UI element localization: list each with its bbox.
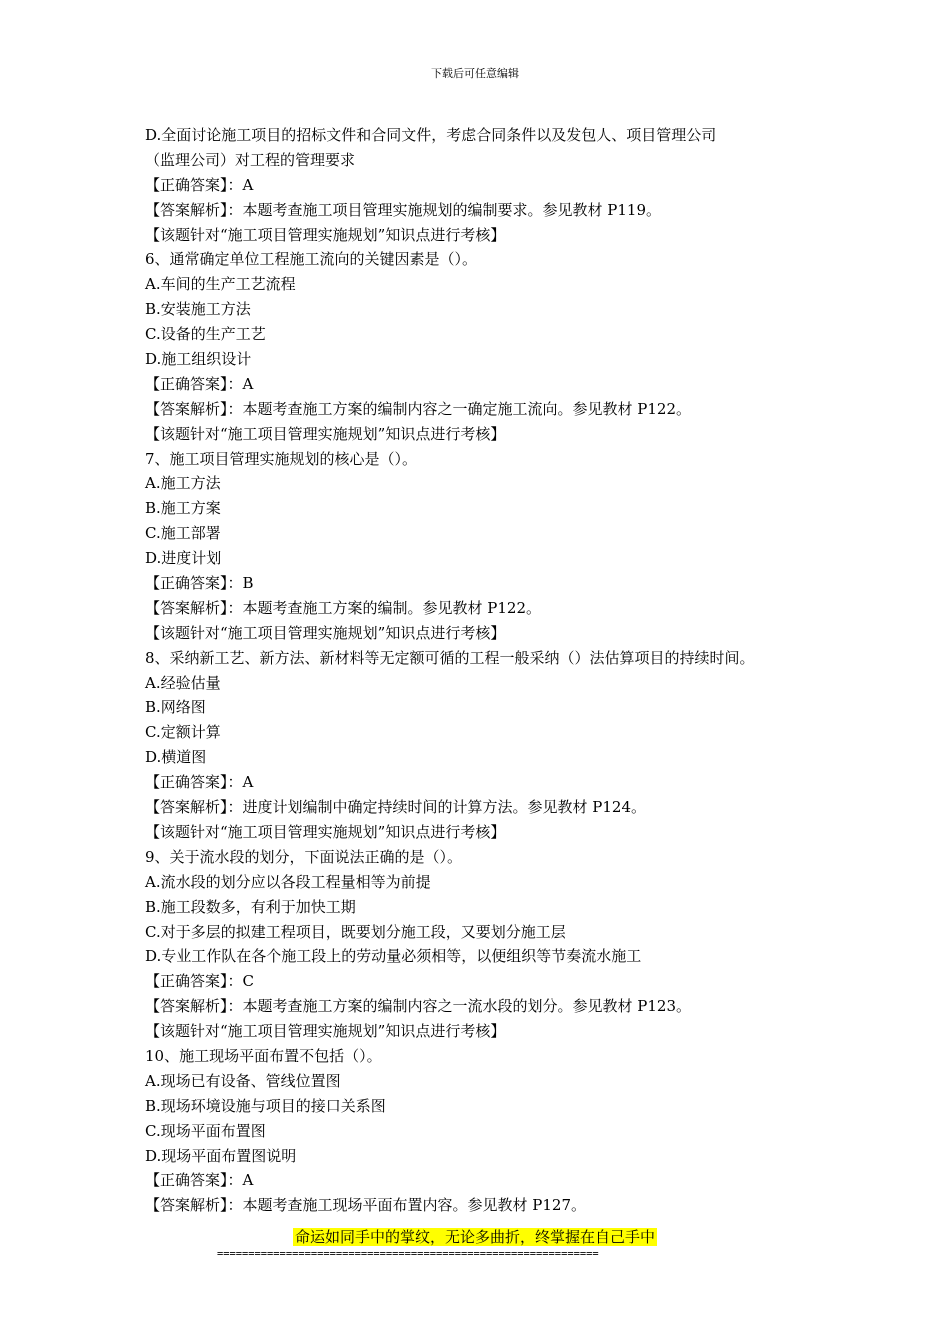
- explanation-line: 【答案解析】：进度计划编制中确定持续时间的计算方法。参见教材 P124。: [145, 798, 646, 817]
- option-c: C.设备的生产工艺: [145, 325, 266, 344]
- option-d: D.专业工作队在各个施工段上的劳动量必须相等，以便组织等节奏流水施工: [145, 947, 642, 966]
- option-a: A.现场已有设备、管线位置图: [145, 1071, 341, 1090]
- option-d: D.现场平面布置图说明: [145, 1146, 297, 1165]
- explanation-line: 【答案解析】：本题考查施工项目管理实施规划的编制要求。参见教材 P119。: [145, 200, 661, 219]
- option-a: A.施工方法: [145, 474, 221, 493]
- text-line: （监理公司）对工程的管理要求: [145, 150, 356, 169]
- answer-line: 【正确答案】：A: [145, 374, 254, 393]
- option-d: D.施工组织设计: [145, 350, 252, 369]
- option-c: C.定额计算: [145, 723, 221, 742]
- option-d: D.横道图: [145, 748, 207, 767]
- text-line: D.全面讨论施工项目的招标文件和合同文件，考虑合同条件以及发包人、项目管理公司: [145, 126, 717, 144]
- topic-line: 【该题针对“施工项目管理实施规划”知识点进行考核】: [145, 623, 506, 642]
- page-header: 下载后可任意编辑: [431, 67, 519, 80]
- footer-divider: =============================================================: [217, 1248, 599, 1260]
- answer-line: 【正确答案】：A: [145, 175, 254, 194]
- explanation-line: 【答案解析】：本题考查施工方案的编制。参见教材 P122。: [145, 598, 541, 617]
- question-7: 7、施工项目管理实施规划的核心是（）。: [145, 449, 418, 468]
- topic-line: 【该题针对“施工项目管理实施规划”知识点进行考核】: [145, 1022, 506, 1041]
- topic-line: 【该题针对“施工项目管理实施规划”知识点进行考核】: [145, 225, 506, 244]
- question-6: 6、通常确定单位工程施工流向的关键因素是（）。: [145, 250, 478, 269]
- footer-motto: [0, 1226, 950, 1248]
- option-b: B.安装施工方法: [145, 300, 251, 319]
- option-c: C.施工部署: [145, 524, 221, 543]
- answer-line: 【正确答案】：A: [145, 773, 254, 792]
- topic-line: 【该题针对“施工项目管理实施规划”知识点进行考核】: [145, 822, 506, 841]
- option-a: A.车间的生产工艺流程: [145, 275, 296, 294]
- explanation-line: 【答案解析】：本题考查施工方案的编制内容之一流水段的划分。参见教材 P123。: [145, 997, 691, 1016]
- explanation-line: 【答案解析】：本题考查施工现场平面布置内容。参见教材 P127。: [145, 1196, 586, 1215]
- question-10: 10、施工现场平面布置不包括（）。: [145, 1046, 382, 1065]
- answer-line: 【正确答案】：C: [145, 972, 254, 991]
- option-c: C.现场平面布置图: [145, 1121, 266, 1140]
- explanation-line: 【答案解析】：本题考查施工方案的编制内容之一确定施工流向。参见教材 P122。: [145, 399, 691, 418]
- option-c: C.对于多层的拟建工程项目，既要划分施工段，又要划分施工层: [145, 922, 566, 941]
- option-b: B.施工方案: [145, 499, 221, 518]
- option-b: B.网络图: [145, 698, 206, 717]
- option-d: D.进度计划: [145, 549, 222, 568]
- highlighted-motto-text: 命运如同手中的掌纹，无论多曲折，终掌握在自己手中: [294, 1228, 655, 1246]
- answer-line: 【正确答案】：A: [145, 1171, 254, 1190]
- question-8: 8、采纳新工艺、新方法、新材料等无定额可循的工程一般采纳（）法估算项目的持续时间。: [145, 648, 755, 667]
- topic-line: 【该题针对“施工项目管理实施规划”知识点进行考核】: [145, 424, 506, 443]
- document-body: [145, 123, 845, 1218]
- option-a: A.经验估量: [145, 673, 221, 692]
- answer-line: 【正确答案】：B: [145, 574, 254, 593]
- question-9: 9、关于流水段的划分，下面说法正确的是（）。: [145, 847, 463, 866]
- option-b: B.现场环境设施与项目的接口关系图: [145, 1096, 386, 1115]
- option-a: A.流水段的划分应以各段工程量相等为前提: [145, 872, 431, 891]
- option-b: B.施工段数多，有利于加快工期: [145, 897, 356, 916]
